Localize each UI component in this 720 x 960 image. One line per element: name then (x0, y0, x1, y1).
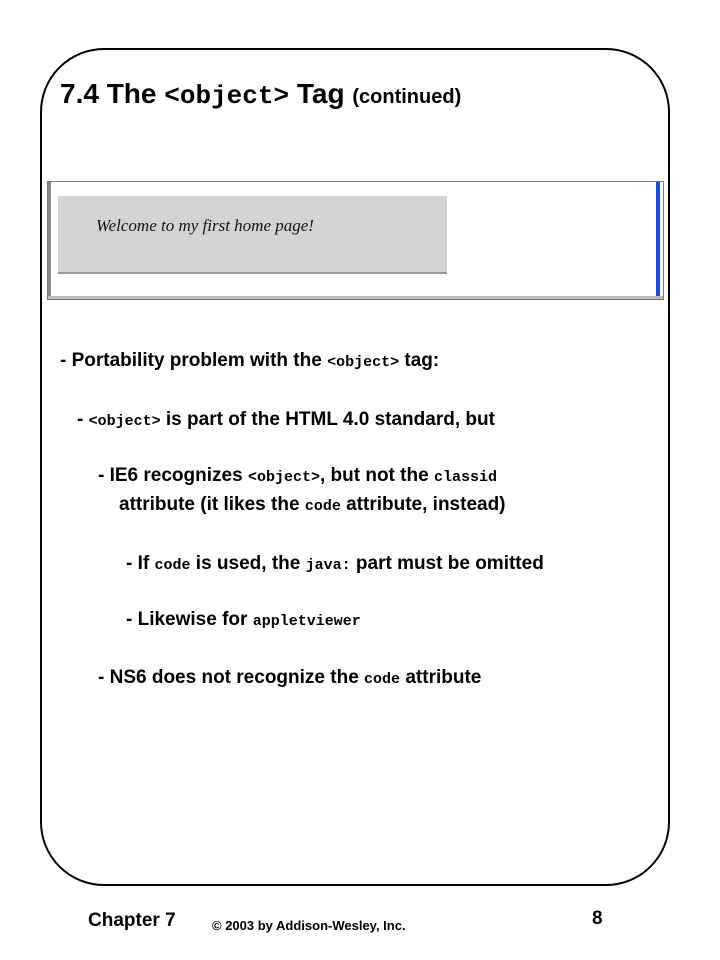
bullet-text: - Likewise for (126, 609, 253, 630)
inline-code: code (304, 498, 341, 515)
footer-chapter: Chapter 7 (88, 910, 176, 931)
applet-text: Welcome to my first home page! (96, 216, 314, 235)
bullet-text: attribute, instead) (340, 494, 506, 515)
inline-code: appletviewer (252, 613, 361, 630)
inline-code: <object> (88, 413, 161, 430)
bullet-ie6-continued (119, 494, 506, 516)
title-suffix: Tag (289, 78, 353, 109)
bullet-text: attribute (400, 667, 482, 688)
inline-code: java: (305, 557, 351, 574)
inline-code: code (154, 557, 191, 574)
bullet-appletviewer (126, 609, 361, 631)
bullet-text: attribute (it likes the (119, 494, 305, 515)
bullet-text: - If (126, 553, 155, 574)
inline-code: classid (433, 469, 497, 486)
title-prefix: 7.4 The (60, 78, 165, 109)
bullet-text: - NS6 does not recognize the (98, 667, 365, 688)
footer-copyright: © 2003 by Addison-Wesley, Inc. (212, 918, 406, 933)
title-tag-code: <object> (164, 81, 290, 111)
bullet-text: tag: (399, 350, 440, 371)
bullet-text: part must be omitted (350, 553, 544, 574)
bullet-text: is used, the (190, 553, 306, 574)
bullet-ns6 (98, 667, 481, 689)
inline-code: <object> (247, 469, 320, 486)
bullet-portability (60, 350, 439, 372)
applet-panel (58, 196, 447, 274)
bullet-text: is part of the HTML 4.0 standard, but (160, 409, 495, 430)
bullet-text: - IE6 recognizes (98, 465, 248, 486)
title-note: (continued) (352, 86, 462, 108)
page-number: 8 (592, 908, 603, 929)
bullet-ie6 (98, 465, 497, 487)
bullet-html4-standard (77, 409, 495, 431)
slide-title (60, 78, 461, 111)
inline-code: <object> (327, 354, 400, 371)
screenshot-scrollbar (656, 182, 660, 299)
bullet-text: - Portability problem with the (60, 350, 328, 371)
bullet-text: , but not the (319, 465, 434, 486)
screenshot-left-border (48, 182, 51, 299)
bullet-if-code-used (126, 553, 544, 575)
screenshot-bottom-border (48, 296, 663, 299)
bullet-text: - (77, 409, 89, 430)
browser-screenshot (47, 181, 664, 300)
inline-code: code (364, 671, 401, 688)
